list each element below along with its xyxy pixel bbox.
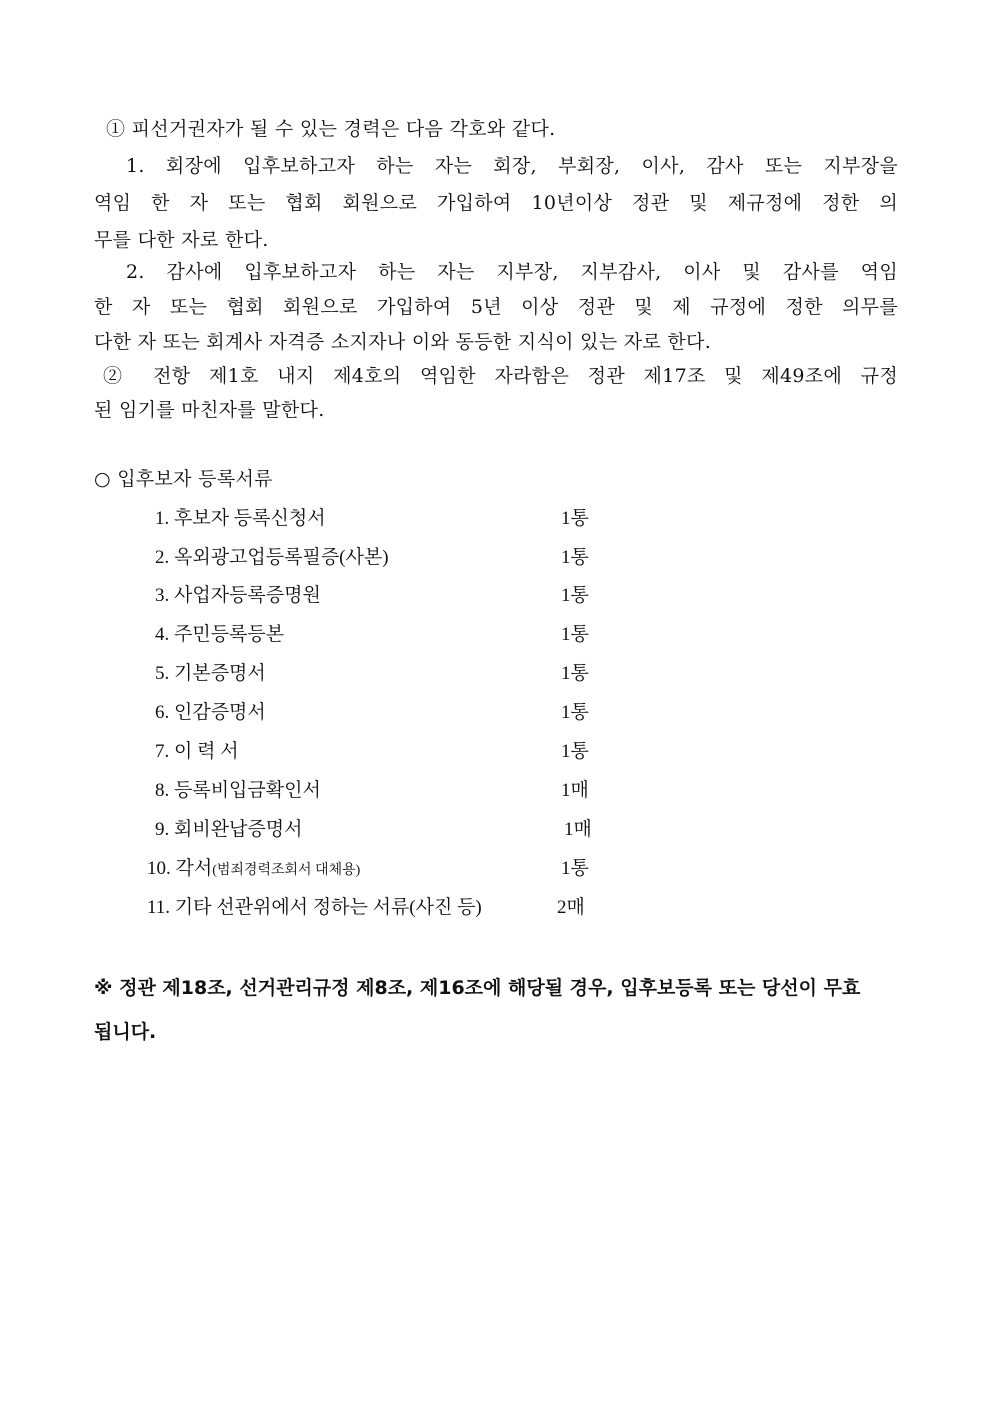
list-item xyxy=(0,500,992,537)
list-item xyxy=(0,850,992,887)
invalidation-notice-line2: 됩니다. xyxy=(94,1021,157,1043)
document-name-wrap xyxy=(147,850,360,889)
document-name: 5. 기본증명서 xyxy=(155,663,266,684)
list-item xyxy=(0,811,992,848)
invalidation-notice-line1: ※ 정관 제18조, 선거관리규정 제8조, 제16조에 해당될 경우, 입후보등록 또는 당선이 무효 xyxy=(94,977,861,999)
document-qty: 2매 xyxy=(557,897,585,918)
list-item xyxy=(0,694,992,731)
item2-line3: 다한 자 또는 회계사 자격증 소지자나 이와 동등한 지식이 있는 자로 한다. xyxy=(94,331,712,353)
term-definition-line2: 된 임기를 마친자를 말한다. xyxy=(94,399,325,421)
document-qty: 1통 xyxy=(561,741,589,762)
document-note: (범죄경력조회서 대체용) xyxy=(212,863,361,878)
document-name: 1. 후보자 등록신청서 xyxy=(155,508,326,529)
document-name: 8. 등록비입금확인서 xyxy=(155,780,321,801)
documents-heading: ○ 입후보자 등록서류 xyxy=(94,468,273,490)
document-name: 6. 인감증명서 xyxy=(155,702,266,723)
list-item xyxy=(0,539,992,576)
document-qty: 1통 xyxy=(561,663,589,684)
eligibility-intro: ① 피선거권자가 될 수 있는 경력은 다음 각호와 같다. xyxy=(106,118,556,140)
document-qty: 1통 xyxy=(561,547,589,568)
document-name: 9. 회비완납증명서 xyxy=(155,819,303,840)
document-name: 3. 사업자등록증명원 xyxy=(155,585,321,606)
item2-line1: 2. 감사에 입후보하고자 하는 자는 지부장, 지부감사, 이사 및 감사를 역임 xyxy=(126,261,898,283)
document-name: 11. 기타 선관위에서 정하는 서류(사진 등) xyxy=(147,897,482,918)
document-qty: 1매 xyxy=(564,819,592,840)
list-item xyxy=(0,772,992,809)
list-item xyxy=(0,655,992,692)
list-item xyxy=(0,577,992,614)
document-name: 10. 각서 xyxy=(147,858,213,879)
term-definition-line1: ② 전항 제1호 내지 제4호의 역임한 자라함은 정관 제17조 및 제49조에 규정 xyxy=(103,365,898,387)
document-qty: 1통 xyxy=(561,508,589,529)
list-item xyxy=(0,733,992,770)
document-qty: 1통 xyxy=(561,858,589,879)
document-qty: 1통 xyxy=(561,702,589,723)
document-qty: 1통 xyxy=(561,624,589,645)
document-qty: 1통 xyxy=(561,585,589,606)
item1-line2: 역임 한 자 또는 협회 회원으로 가입하여 10년이상 정관 및 제규정에 정한 의 xyxy=(94,192,898,214)
document-name: 7. 이 력 서 xyxy=(155,741,239,762)
document-name: 4. 주민등록등본 xyxy=(155,624,285,645)
item1-line1: 1. 회장에 입후보하고자 하는 자는 회장, 부회장, 이사, 감사 또는 지부장을 xyxy=(126,155,898,177)
item1-line3: 무를 다한 자로 한다. xyxy=(94,229,269,251)
item2-line2: 한 자 또는 협회 회원으로 가입하여 5년 이상 정관 및 제 규정에 정한 의무를 xyxy=(94,296,898,318)
document-qty: 1매 xyxy=(561,780,589,801)
document-name: 2. 옥외광고업등록필증(사본) xyxy=(155,547,389,568)
list-item xyxy=(0,889,992,926)
list-item xyxy=(0,616,992,653)
